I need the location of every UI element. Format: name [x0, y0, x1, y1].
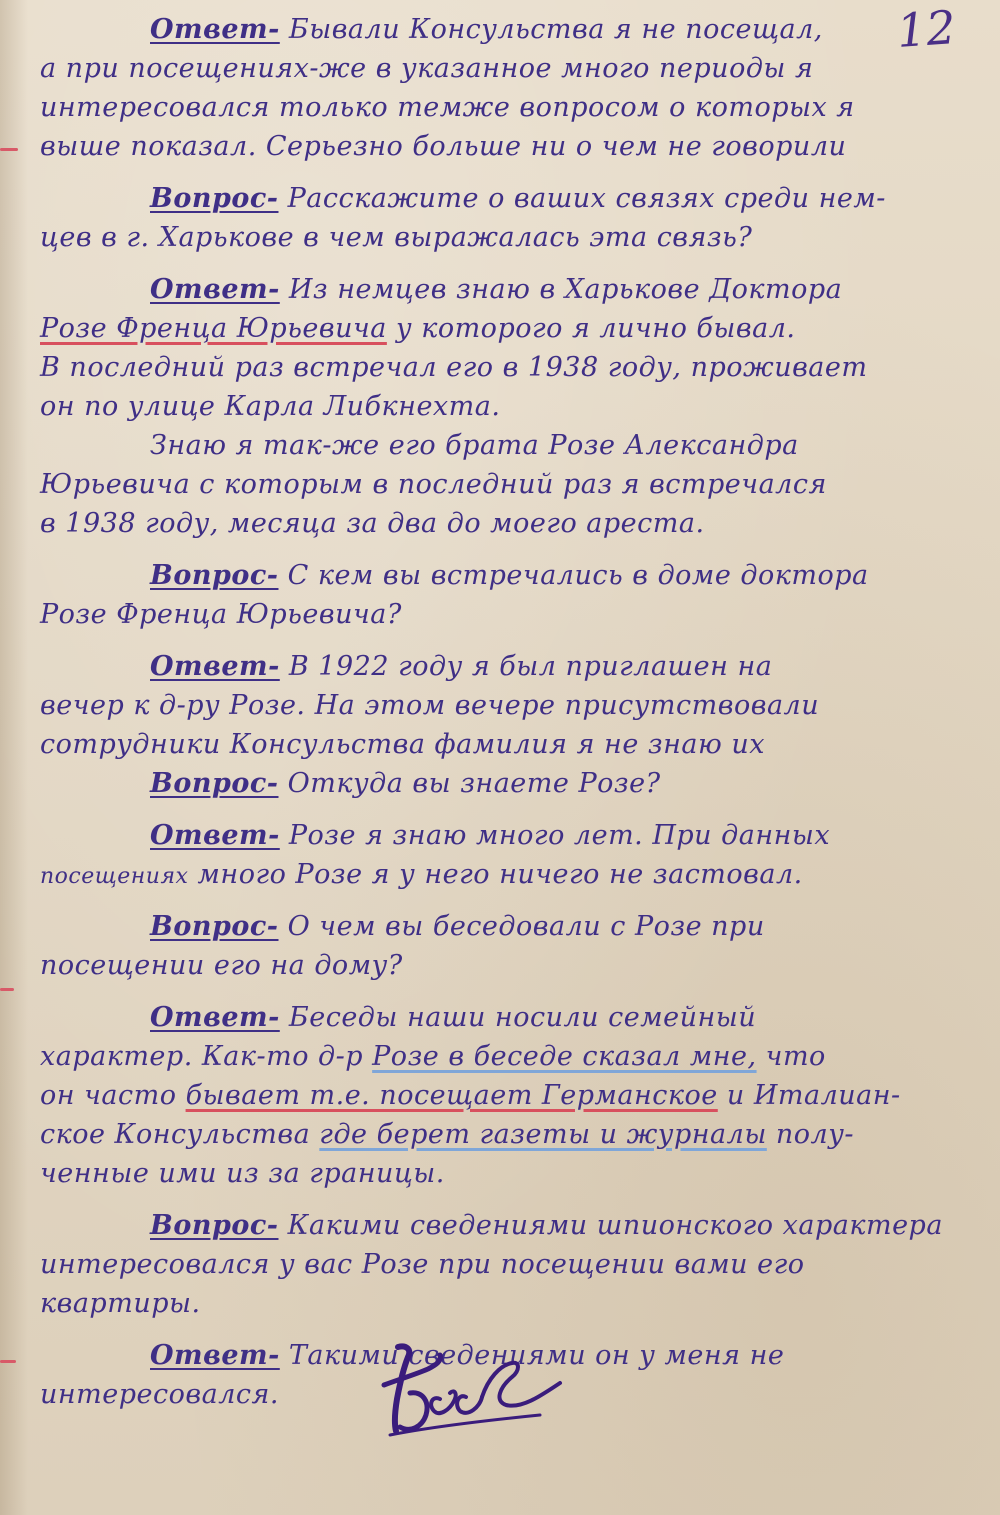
question-label: Вопрос- [150, 183, 279, 214]
answer-label: Ответ- [150, 274, 280, 305]
answer-label: Ответ- [150, 820, 280, 851]
answer-label: Ответ- [150, 1002, 280, 1033]
text-line: Ответ- Бывали Консульства я не посещал, [150, 14, 823, 45]
text-line: выше показал. Серьезно больше ни о чем не говорили [40, 131, 847, 162]
text-line: интересовался. [40, 1379, 279, 1410]
handwritten-text [40, 10, 970, 1414]
question-label: Вопрос- [150, 560, 279, 591]
text-line: он по улице Карла Либкнехта. [40, 391, 501, 422]
red-underlined-text: бывает т.е. посещает Германское [185, 1080, 718, 1111]
text-line: в 1938 году, месяца за два до моего ареста. [40, 508, 705, 539]
text-line: Ответ- Розе я знаю много лет. При данных [150, 820, 831, 851]
margin-mark [0, 988, 14, 991]
blue-underlined-text: Розе в беседе сказал мне, [372, 1041, 757, 1072]
text-line: ское Консульства где берет газеты и журналы полу- [40, 1119, 855, 1150]
text-line: Юрьевича с которым в последний раз я встречался [40, 469, 827, 500]
text-line: интересовался у вас Розе при посещении вами его [40, 1249, 805, 1280]
page-number: 12 [895, 0, 958, 58]
text-line: Ответ- В 1922 году я был приглашен на [150, 651, 773, 682]
text-line: а при посещениях-же в указанное много периоды я [40, 53, 814, 84]
text-line: посещениях много Розе я у него ничего не застовал. [40, 859, 803, 890]
text-line: Вопрос- Откуда вы знаете Розе? [150, 768, 661, 799]
text-line: он часто бывает т.е. посещает Германское и Италиан- [40, 1080, 901, 1111]
text-line: Розе Френца Юрьевича у которого я лично бывал. [40, 313, 796, 344]
text-line: Знаю я так-же его брата Розе Александра [150, 430, 799, 461]
answer-label: Ответ- [150, 1340, 280, 1371]
text-line: Ответ- Из немцев знаю в Харькове Доктора [150, 274, 843, 305]
answer-label: Ответ- [150, 14, 280, 45]
signature-icon [370, 1335, 570, 1445]
text-line: ченные ими из за границы. [40, 1158, 445, 1189]
margin-mark [0, 148, 18, 151]
text-line: Вопрос- Какими сведениями шпионского характера [150, 1210, 943, 1241]
text-line: цев в г. Харькове в чем выражалась эта связь? [40, 222, 753, 253]
text-line: вечер к д-ру Розе. На этом вечере присутствовали [40, 690, 820, 721]
text-line: сотрудники Консульства фамилия я не знаю их [40, 729, 765, 760]
paper-edge-shadow [0, 0, 28, 1515]
text-line: характер. Как-то д-р Розе в беседе сказал мне, что [40, 1041, 826, 1072]
margin-mark [0, 1360, 16, 1363]
text-line: интересовался только темже вопросом о которых я [40, 92, 855, 123]
text-line: Вопрос- Расскажите о ваших связях среди нем- [150, 183, 886, 214]
text-line: квартиры. [40, 1288, 201, 1319]
text-line: Вопрос- С кем вы встречались в доме доктора [150, 560, 869, 591]
text-line: В последний раз встречал его в 1938 году, проживает [40, 352, 868, 383]
text-line: посещении его на дому? [40, 950, 403, 981]
text-line: Розе Френца Юрьевича? [40, 599, 402, 630]
answer-label: Ответ- [150, 651, 280, 682]
question-label: Вопрос- [150, 911, 279, 942]
text-line: Ответ- Беседы наши носили семейный [150, 1002, 757, 1033]
text-line: Ответ- Такими сведениями он у меня не [150, 1340, 785, 1371]
text-line: Вопрос- О чем вы беседовали с Розе при [150, 911, 765, 942]
blue-underlined-text: где берет газеты и журналы [319, 1119, 767, 1150]
question-label: Вопрос- [150, 768, 279, 799]
question-label: Вопрос- [150, 1210, 279, 1241]
red-underlined-name: Розе Френца Юрьевича [40, 313, 387, 344]
